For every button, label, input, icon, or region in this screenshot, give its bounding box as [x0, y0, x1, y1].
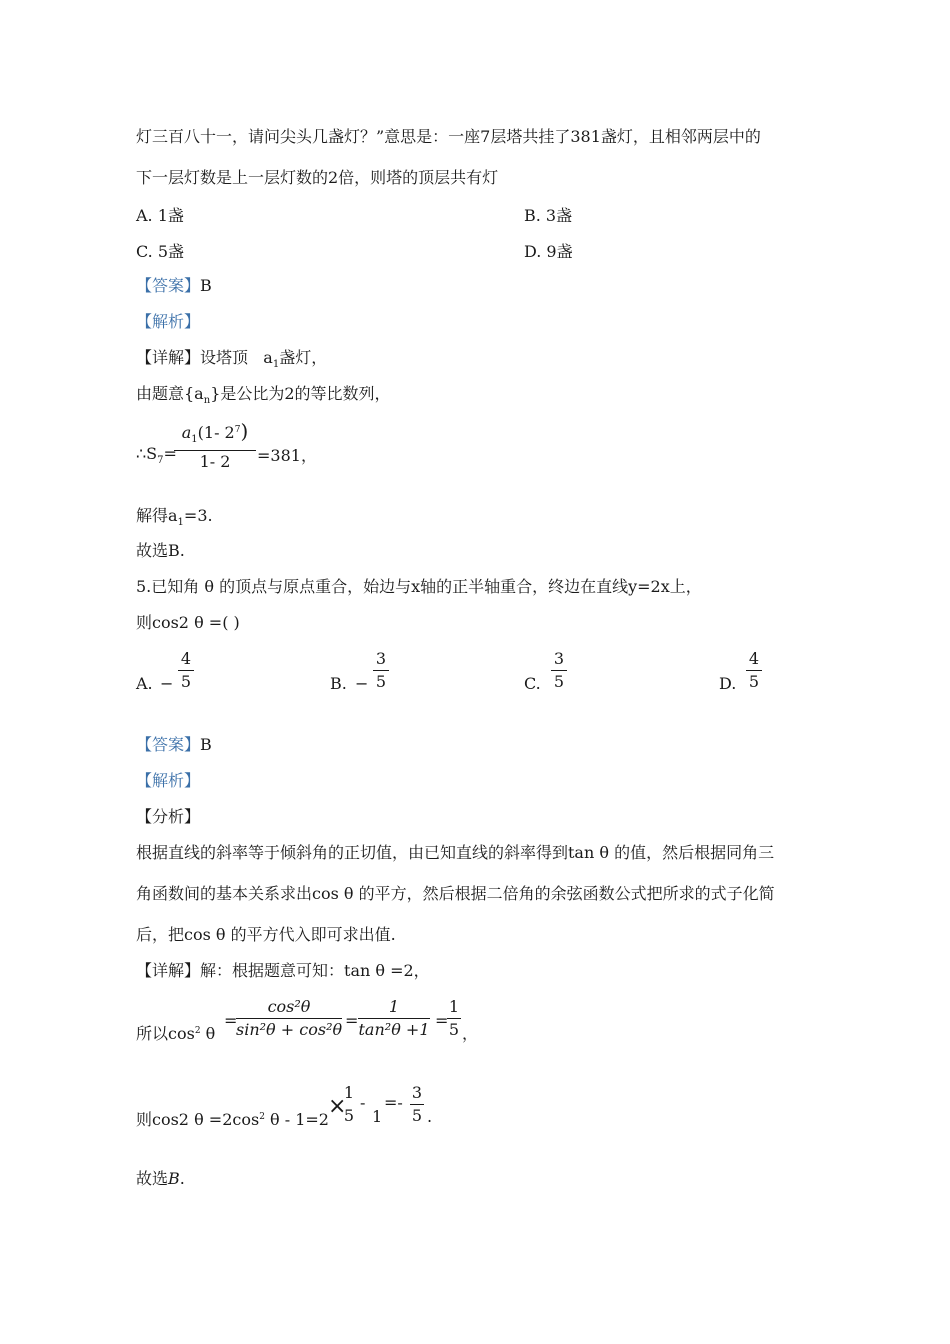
- then-fraction-one-fifth: [342, 1083, 356, 1126]
- sum-num-a-sub: 1: [191, 434, 198, 445]
- fraction-one-fifth: [447, 997, 461, 1040]
- then-f-num: 1: [343, 1083, 355, 1102]
- problem5-stem-line1: 5.已知角 θ 的顶点与原点重合，始边与x轴的正半轴重合，终边在直线y=2x上，: [136, 577, 702, 596]
- sum-pre: ∴S: [136, 444, 158, 463]
- seq-pre: 由题意{a: [136, 384, 204, 403]
- detail-tag: 【详解】: [136, 348, 201, 367]
- problem5-option-a-fraction: [178, 649, 194, 692]
- sum-num-close: ): [240, 419, 249, 443]
- sum-eq: =: [163, 444, 177, 463]
- sum-denominator: 1- 2: [199, 452, 231, 471]
- f1-bar: [236, 1018, 342, 1019]
- sum-fraction-bar: [174, 450, 256, 451]
- then-r-den: 5: [411, 1106, 423, 1125]
- then-minus: -: [360, 1093, 366, 1112]
- option-c-bar: [551, 670, 567, 671]
- problem5-option-b-sign: −: [355, 674, 369, 693]
- problem4-answer: [136, 275, 212, 297]
- f2-num: 1: [388, 997, 400, 1016]
- problem4-option-a: A. 1盏: [136, 206, 184, 225]
- sum-result: =381，: [257, 446, 317, 465]
- detail-tag: 【详解】: [136, 961, 201, 980]
- times-sign: ×: [328, 1094, 347, 1119]
- problem4-option-c: C. 5盏: [136, 242, 185, 261]
- then-mid: θ - 1=2: [264, 1110, 329, 1129]
- so-theta: θ: [200, 1024, 216, 1043]
- problem5-fenxi-line2: 角函数间的基本关系求出cos θ 的平方，然后根据二倍角的余弦函数公式把所求的式子化简: [136, 884, 775, 903]
- then-dot: .: [427, 1107, 433, 1126]
- problem5-option-a-sign: −: [160, 674, 174, 693]
- f3-bar: [447, 1018, 461, 1019]
- then-f-bar: [342, 1104, 356, 1105]
- choose-dot: .: [179, 1169, 185, 1188]
- problem4-sequence-line: [136, 383, 391, 408]
- seq-post: }是公比为2的等比数列，: [210, 384, 391, 403]
- eq-sign-2: =: [345, 1011, 359, 1030]
- option-c-den: 5: [553, 672, 565, 691]
- then-r-bar: [410, 1104, 424, 1105]
- sum-sub: 7: [157, 455, 164, 466]
- problem5-option-d-label: D.: [719, 674, 737, 693]
- then-pre: 则cos2 θ =2cos: [136, 1110, 260, 1129]
- then-exp: 2: [259, 1112, 265, 1122]
- problem5-option-b-label: B.: [330, 674, 347, 693]
- sum-numerator: [174, 418, 256, 449]
- eq-sign-1: =: [224, 1011, 238, 1030]
- f2-den: tan²θ +1: [358, 1020, 430, 1039]
- problem4-text-line1: 灯三百八十一，请问尖头几盏灯？”意思是：一座7层塔共挂了381盏灯，且相邻两层中的: [136, 127, 761, 146]
- detail-text: 设塔顶: [200, 348, 249, 367]
- problem5-fenxi-line3: 后，把cos θ 的平方代入即可求出值.: [136, 925, 396, 944]
- solve-sub: 1: [177, 517, 184, 528]
- answer-value: B: [200, 735, 212, 754]
- answer-tag: 【答案】: [136, 735, 201, 754]
- problem5-option-c-label: C.: [524, 674, 541, 693]
- option-d-num: 4: [748, 649, 760, 668]
- detail-var: a: [263, 348, 273, 367]
- option-d-den: 5: [748, 672, 760, 691]
- f3-den: 5: [448, 1020, 460, 1039]
- so-label: [136, 1021, 215, 1044]
- sum-num-exp: 7: [234, 425, 241, 435]
- choose-ans: B: [168, 1169, 180, 1188]
- detail-var-sub: 1: [272, 359, 280, 370]
- then-r-num: 3: [411, 1083, 423, 1102]
- sum-fraction: [174, 418, 256, 472]
- problem5-choose: [136, 1168, 185, 1190]
- sum-label: [136, 443, 177, 468]
- option-a-num: 4: [180, 649, 192, 668]
- problem5-option-a-label: A.: [136, 674, 153, 693]
- problem4-option-b: B. 3盏: [524, 206, 573, 225]
- problem4-option-d: D. 9盏: [524, 242, 573, 261]
- detail-text: 解：根据题意可知：tan θ =2，: [200, 961, 430, 980]
- problem5-stem-line2: 则cos2 θ =( ): [136, 613, 240, 632]
- answer-value: B: [200, 276, 212, 295]
- sum-num-a: a: [181, 423, 192, 442]
- seq-sub: n: [203, 395, 211, 406]
- option-a-bar: [178, 670, 194, 671]
- problem5-detail: [136, 960, 430, 982]
- problem5-fenxi-line1: 根据直线的斜率等于倾斜角的正切值，由已知直线的斜率得到tan θ 的值，然后根据同角三: [136, 843, 775, 862]
- f1-num: cos²θ: [267, 997, 311, 1016]
- solve-pre: 解得a: [136, 506, 178, 525]
- then-label: [136, 1107, 329, 1130]
- problem5-option-c-fraction: [551, 649, 567, 692]
- problem5-fenxi-tag: 【分析】: [136, 807, 201, 826]
- option-a-den: 5: [180, 672, 192, 691]
- solve-post: =3.: [183, 506, 213, 525]
- then-f-den: 5: [343, 1106, 355, 1125]
- detail-tail: 盏灯，: [279, 348, 328, 367]
- so-comma: ，: [462, 1024, 479, 1043]
- choose-pre: 故选: [136, 1169, 169, 1188]
- problem4-text-line2: 下一层灯数是上一层灯数的2倍，则塔的顶层共有灯: [136, 168, 499, 187]
- problem4-choose: 故选B.: [136, 541, 185, 560]
- option-d-bar: [746, 670, 762, 671]
- problem4-detail: [136, 347, 327, 372]
- fraction-one-over-tan: [358, 997, 430, 1040]
- then-result-fraction: [410, 1083, 424, 1126]
- so-pre: 所以cos: [136, 1024, 195, 1043]
- problem5-option-d-fraction: [746, 649, 762, 692]
- option-b-den: 5: [375, 672, 387, 691]
- option-b-num: 3: [375, 649, 387, 668]
- answer-tag: 【答案】: [136, 276, 201, 295]
- problem4-solve: [136, 505, 213, 530]
- f3-num: 1: [448, 997, 460, 1016]
- option-c-num: 3: [553, 649, 565, 668]
- f2-bar: [358, 1018, 430, 1019]
- then-eq: =-: [384, 1093, 403, 1112]
- problem4-analysis-tag: 【解析】: [136, 312, 201, 331]
- problem5-analysis-tag: 【解析】: [136, 771, 201, 790]
- sum-num-paren: (1- 2: [197, 423, 235, 442]
- f1-den: sin²θ + cos²θ: [236, 1020, 343, 1039]
- option-b-bar: [373, 670, 389, 671]
- so-exp: 2: [194, 1026, 201, 1036]
- problem5-answer: [136, 734, 212, 756]
- then-one: 1: [372, 1107, 383, 1126]
- fraction-cos-over-sum: [236, 997, 342, 1040]
- problem5-option-b-fraction: [373, 649, 389, 692]
- eq-sign-3: =: [435, 1011, 449, 1030]
